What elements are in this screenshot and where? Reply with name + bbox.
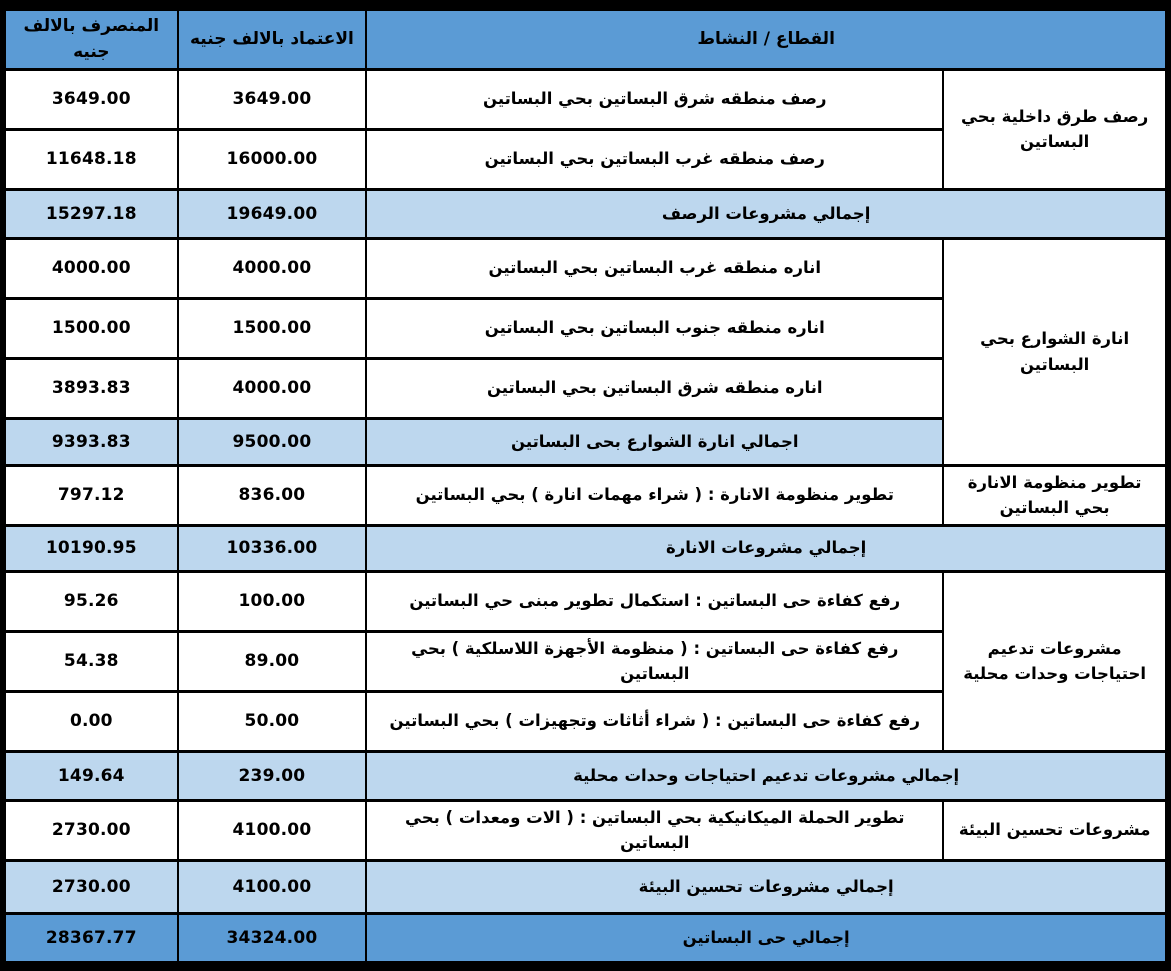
subtotal-row-local-units bbox=[5, 751, 1166, 800]
category-cell-local-units: مشروعات تدعيم احتياجات وحدات محلية bbox=[943, 571, 1166, 751]
spent-cell: 9393.83 bbox=[5, 418, 178, 465]
credit-cell: 19649.00 bbox=[178, 189, 367, 238]
header-credit: الاعتماد بالالف جنيه bbox=[178, 10, 367, 70]
activity-cell: تطوير الحملة الميكانيكية بحي البساتين : ( الات ومعدات ) بحي البساتين bbox=[366, 800, 943, 860]
credit-cell: 836.00 bbox=[178, 465, 367, 525]
activity-cell: رفع كفاءة حى البساتين : ( شراء أثاثات وتجهيزات ) بحي البساتين bbox=[366, 691, 943, 751]
table-row bbox=[5, 238, 1166, 298]
header-sector-activity: القطاع / النشاط bbox=[366, 10, 1166, 70]
credit-cell: 9500.00 bbox=[178, 418, 367, 465]
credit-cell: 3649.00 bbox=[178, 69, 367, 129]
subtotal-label-cell: إجمالي مشروعات تدعيم احتياجات وحدات محلية bbox=[366, 751, 1166, 800]
spent-cell: 3649.00 bbox=[5, 69, 178, 129]
activity-cell: اناره منطقه جنوب البساتين بحي البساتين bbox=[366, 298, 943, 358]
activity-cell: اناره منطقه غرب البساتين بحي البساتين bbox=[366, 238, 943, 298]
category-cell-street-lighting: انارة الشوارع بحي البساتين bbox=[943, 238, 1166, 465]
subtotal-label-cell: إجمالي مشروعات تحسين البيئة bbox=[366, 860, 1166, 913]
subtotal-row-environment bbox=[5, 860, 1166, 913]
credit-cell: 100.00 bbox=[178, 571, 367, 631]
credit-cell: 10336.00 bbox=[178, 525, 367, 571]
spent-cell: 10190.95 bbox=[5, 525, 178, 571]
spent-cell: 28367.77 bbox=[5, 913, 178, 962]
spent-cell: 95.26 bbox=[5, 571, 178, 631]
spent-cell: 2730.00 bbox=[5, 860, 178, 913]
category-cell-environment: مشروعات تحسين البيئة bbox=[943, 800, 1166, 860]
table-row bbox=[5, 800, 1166, 860]
spent-cell: 3893.83 bbox=[5, 358, 178, 418]
credit-cell: 50.00 bbox=[178, 691, 367, 751]
spent-cell: 2730.00 bbox=[5, 800, 178, 860]
credit-cell: 1500.00 bbox=[178, 298, 367, 358]
table-row bbox=[5, 69, 1166, 129]
table-row bbox=[5, 465, 1166, 525]
subtotal-label-cell: إجمالي مشروعات الانارة bbox=[366, 525, 1166, 571]
spent-cell: 797.12 bbox=[5, 465, 178, 525]
activity-cell: اناره منطقه شرق البساتين بحي البساتين bbox=[366, 358, 943, 418]
subtotal-row-paving bbox=[5, 189, 1166, 238]
credit-cell: 34324.00 bbox=[178, 913, 367, 962]
spent-cell: 54.38 bbox=[5, 631, 178, 691]
activity-cell: رصف منطقه غرب البساتين بحي البساتين bbox=[366, 129, 943, 189]
credit-cell: 89.00 bbox=[178, 631, 367, 691]
spent-cell: 1500.00 bbox=[5, 298, 178, 358]
credit-cell: 239.00 bbox=[178, 751, 367, 800]
spent-cell: 11648.18 bbox=[5, 129, 178, 189]
credit-cell: 4100.00 bbox=[178, 860, 367, 913]
table-row bbox=[5, 571, 1166, 631]
subtotal-label-cell: اجمالي انارة الشوارع بحى البساتين bbox=[366, 418, 943, 465]
credit-cell: 4100.00 bbox=[178, 800, 367, 860]
credit-cell: 16000.00 bbox=[178, 129, 367, 189]
credit-cell: 4000.00 bbox=[178, 358, 367, 418]
spent-cell: 4000.00 bbox=[5, 238, 178, 298]
grand-total-label-cell: إجمالي حى البساتين bbox=[366, 913, 1166, 962]
grand-total-row bbox=[5, 913, 1166, 962]
spent-cell: 0.00 bbox=[5, 691, 178, 751]
subtotal-label-cell: إجمالي مشروعات الرصف bbox=[366, 189, 1166, 238]
category-cell-paving: رصف طرق داخلية بحي البساتين bbox=[943, 69, 1166, 189]
activity-cell: تطوير منظومة الانارة : ( شراء مهمات انارة ) بحي البساتين bbox=[366, 465, 943, 525]
subtotal-row-lighting bbox=[5, 525, 1166, 571]
spent-cell: 149.64 bbox=[5, 751, 178, 800]
credit-cell: 4000.00 bbox=[178, 238, 367, 298]
table-header-row bbox=[5, 10, 1166, 70]
activity-cell: رفع كفاءة حى البساتين : ( منظومة الأجهزة اللاسلكية ) بحي البساتين bbox=[366, 631, 943, 691]
spent-cell: 15297.18 bbox=[5, 189, 178, 238]
budget-table bbox=[4, 8, 1167, 964]
category-cell-lighting-system: تطوير منظومة الانارة بحي البساتين bbox=[943, 465, 1166, 525]
activity-cell: رفع كفاءة حى البساتين : استكمال تطوير مبنى حي البساتين bbox=[366, 571, 943, 631]
activity-cell: رصف منطقه شرق البساتين بحي البساتين bbox=[366, 69, 943, 129]
header-spent: المنصرف بالالف جنيه bbox=[5, 10, 178, 70]
